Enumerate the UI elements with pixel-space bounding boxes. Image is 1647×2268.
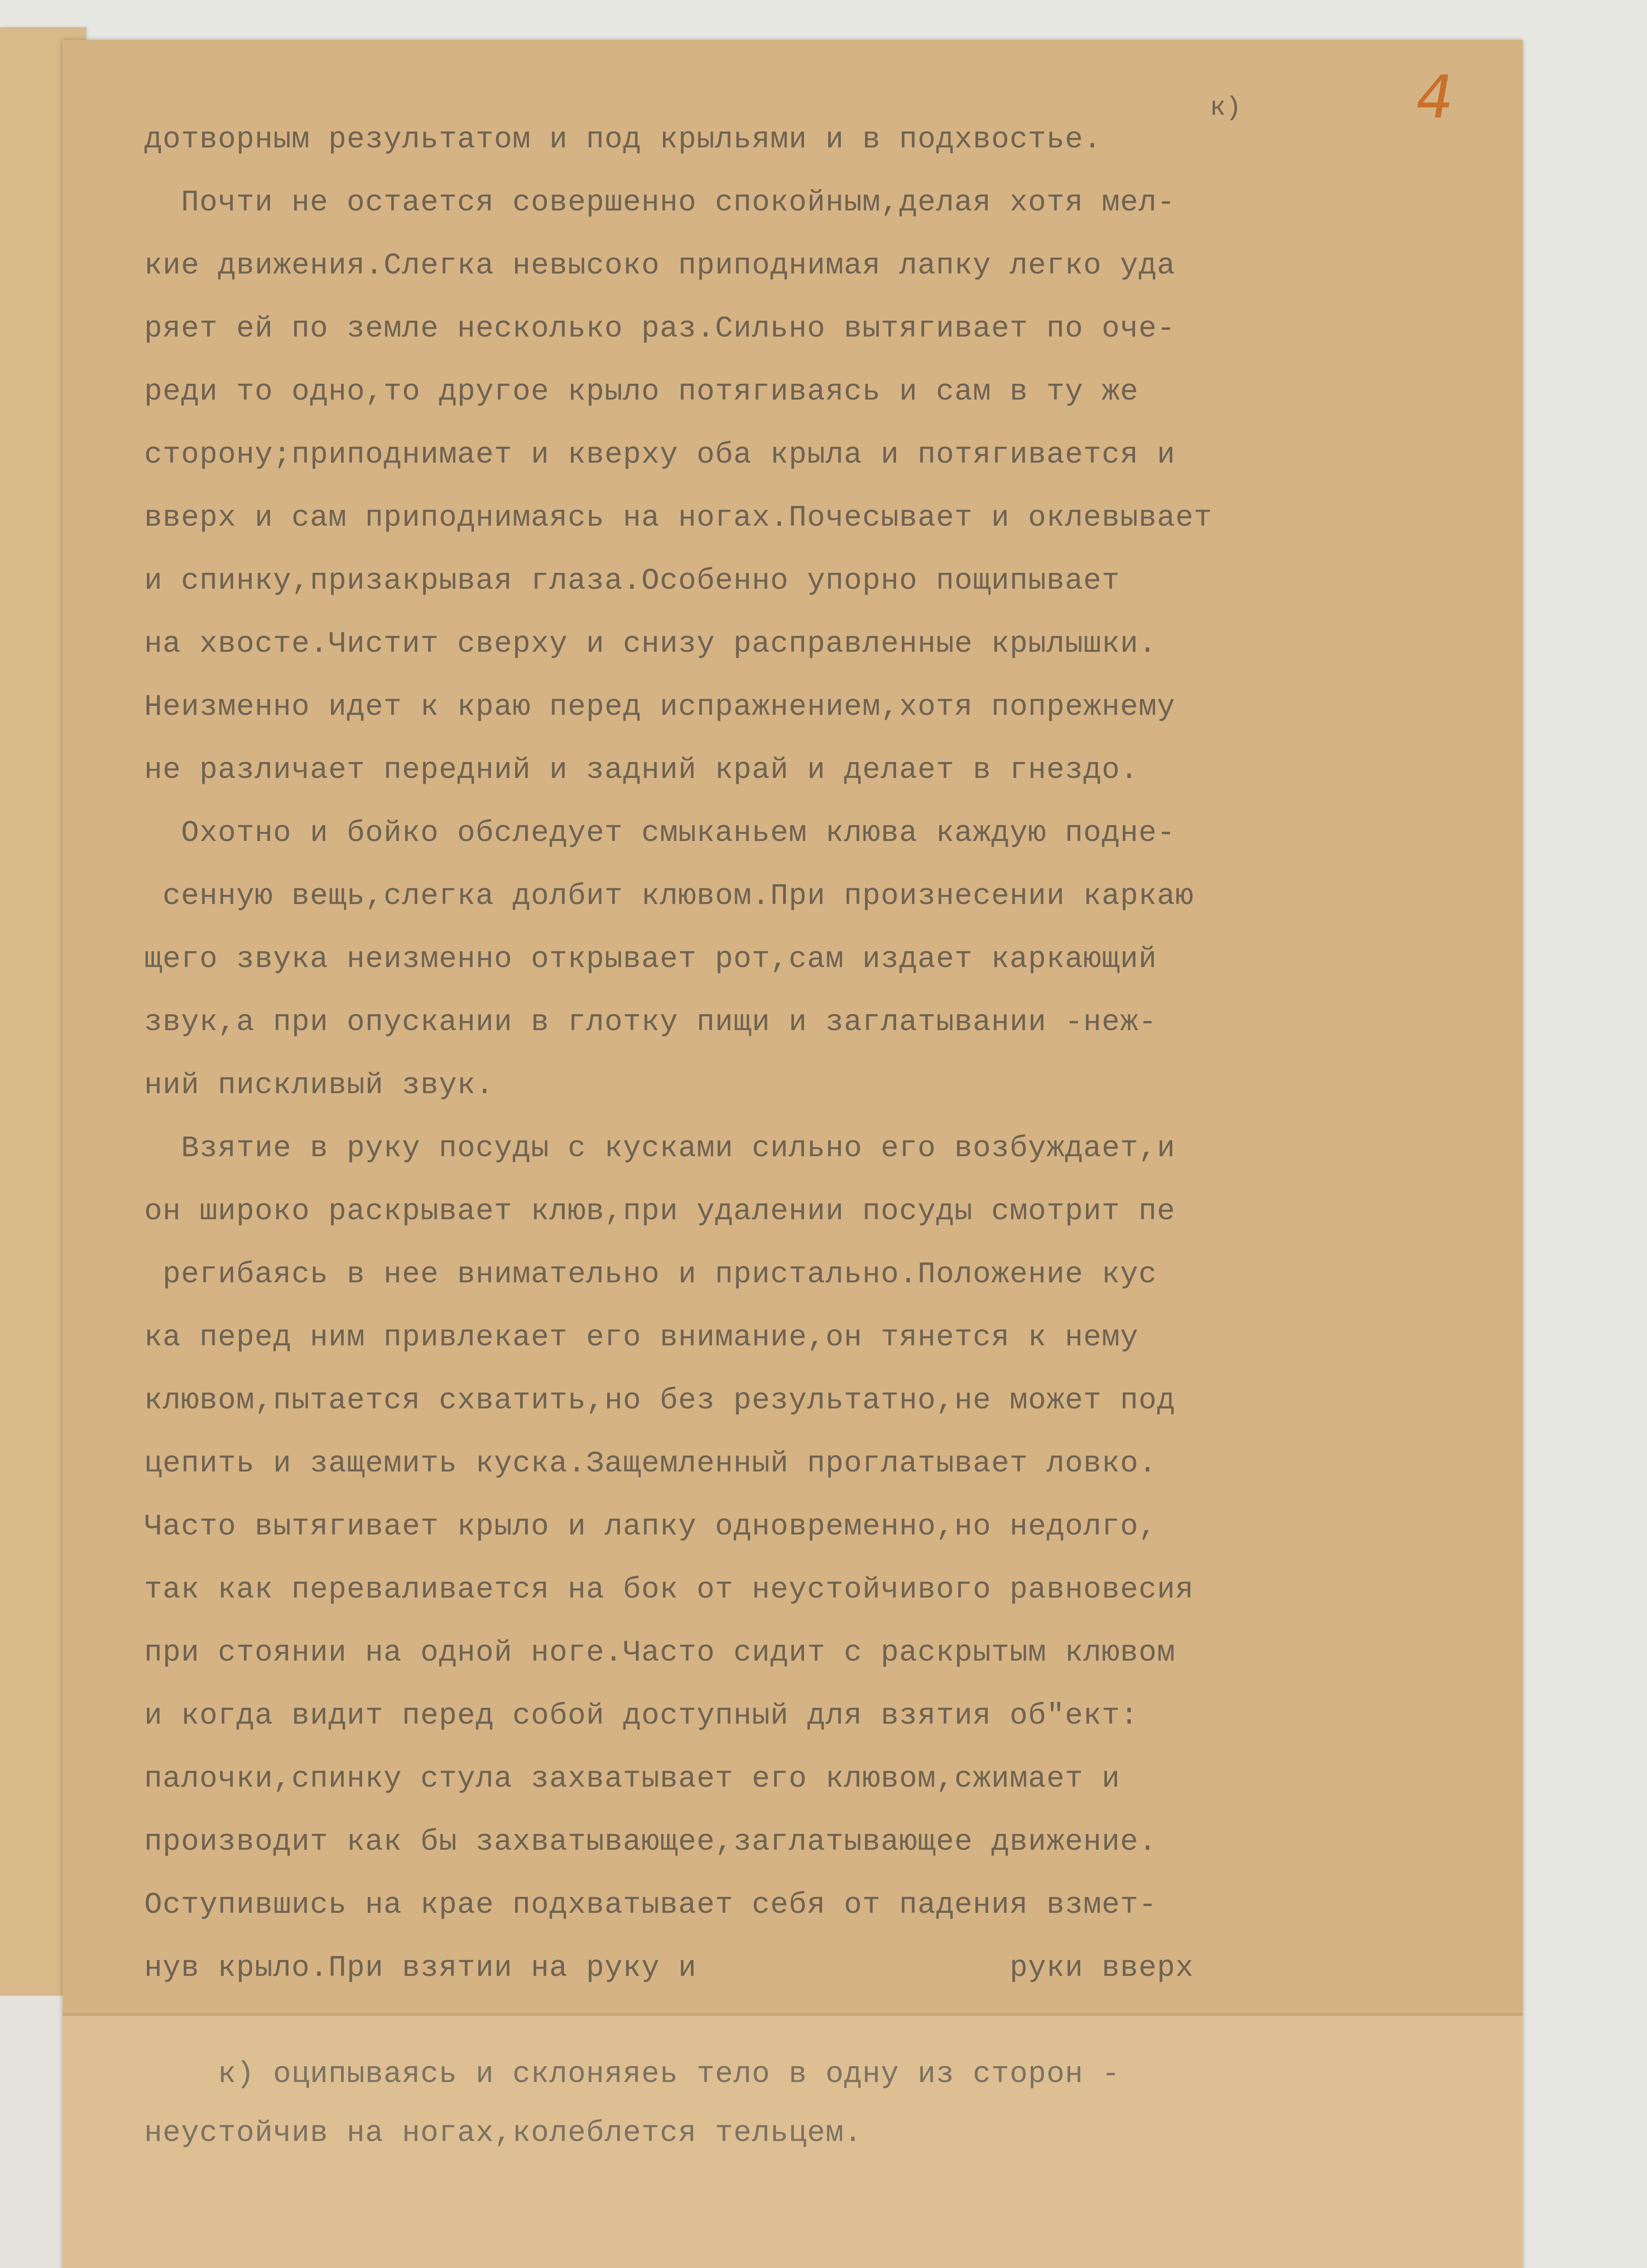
- text-line: Взятие в руку посуды с кусками сильно его возбуждает,и: [144, 1131, 1175, 1165]
- text-line: палочки,спинку стула захватывает его клювом,сжимает и: [144, 1762, 1121, 1796]
- text-line: при стоянии на одной ноге.Часто сидит с раскрытым клювом: [144, 1636, 1175, 1670]
- text-line: сторону;приподнимает и кверху оба крыла и потягивается и: [144, 438, 1175, 472]
- text-line: клювом,пытается схватить,но без результатно,не может под: [144, 1383, 1175, 1418]
- text-line: регибаясь в нее внимательно и пристально.Положение кус: [144, 1257, 1157, 1291]
- text-line: Оступившись на крае подхватывает себя от падения взмет-: [144, 1888, 1157, 1922]
- text-line: вверх и сам приподнимаясь на ногах.Почесывает и оклевывает: [144, 501, 1213, 535]
- text-line: звук,а при опускании в глотку пищи и заглатывании -неж-: [144, 1005, 1157, 1039]
- footnote-line: неустойчив на ногах,колеблется тельцем.: [144, 2116, 862, 2150]
- text-line: нув крыло.При взятии на руку и руки вверх: [144, 1951, 1194, 1985]
- paper-fold-line: [63, 2013, 1523, 2016]
- text-line: он широко раскрывает клюв,при удалении посуды смотрит пе: [144, 1194, 1175, 1228]
- text-line: так как переваливается на бок от неустойчивого равновесия: [144, 1573, 1194, 1607]
- text-line: ний пискливый звук.: [144, 1068, 494, 1102]
- text-line: Почти не остается совершенно спокойным,делая хотя мел-: [144, 186, 1175, 220]
- text-line: и когда видит перед собой доступный для взятия об"ект:: [144, 1699, 1139, 1733]
- handwritten-page-number: 4: [1410, 63, 1460, 132]
- text-line: щего звука неизменно открывает рот,сам издает каркающий: [144, 942, 1157, 976]
- text-line: на хвосте.Чистит сверху и снизу расправленные крылышки.: [144, 627, 1157, 661]
- text-line: ка перед ним привлекает его внимание,он тянется к нему: [144, 1320, 1139, 1354]
- footnote-marker: к): [1210, 93, 1242, 123]
- text-line: ряет ей по земле несколько раз.Сильно вытягивает по оче-: [144, 312, 1175, 346]
- text-line: производит как бы захватывающее,заглатывающее движение.: [144, 1825, 1157, 1859]
- text-line: Часто вытягивает крыло и лапку одновременно,но недолго,: [144, 1510, 1157, 1544]
- text-line: Неизменно идет к краю перед испражнением,хотя попрежнему: [144, 690, 1175, 724]
- footnote-line: к) оципываясь и склоняяеь тело в одну из сторон -: [144, 2057, 1121, 2091]
- footnote-block: [144, 2045, 1505, 2163]
- text-line: и спинку,призакрывая глаза.Особенно упорно пощипывает: [144, 564, 1121, 598]
- text-line: кие движения.Слегка невысоко приподнимая лапку легко уда: [144, 249, 1175, 283]
- typed-text-body: [144, 108, 1505, 1999]
- text-line: дотворным результатом и под крыльями и в подхвостье.: [144, 122, 1102, 156]
- text-line: Охотно и бойко обследует смыканьем клюва каждую подне-: [144, 816, 1175, 850]
- text-line: сенную вещь,слегка долбит клювом.При произнесении каркаю: [144, 879, 1194, 913]
- document-page: [63, 40, 1523, 2268]
- text-line: цепить и защемить куска.Защемленный проглатывает ловко.: [144, 1447, 1157, 1481]
- text-line: реди то одно,то другое крыло потягиваясь и сам в ту же: [144, 375, 1139, 409]
- text-line: не различает передний и задний край и делает в гнездо.: [144, 753, 1139, 787]
